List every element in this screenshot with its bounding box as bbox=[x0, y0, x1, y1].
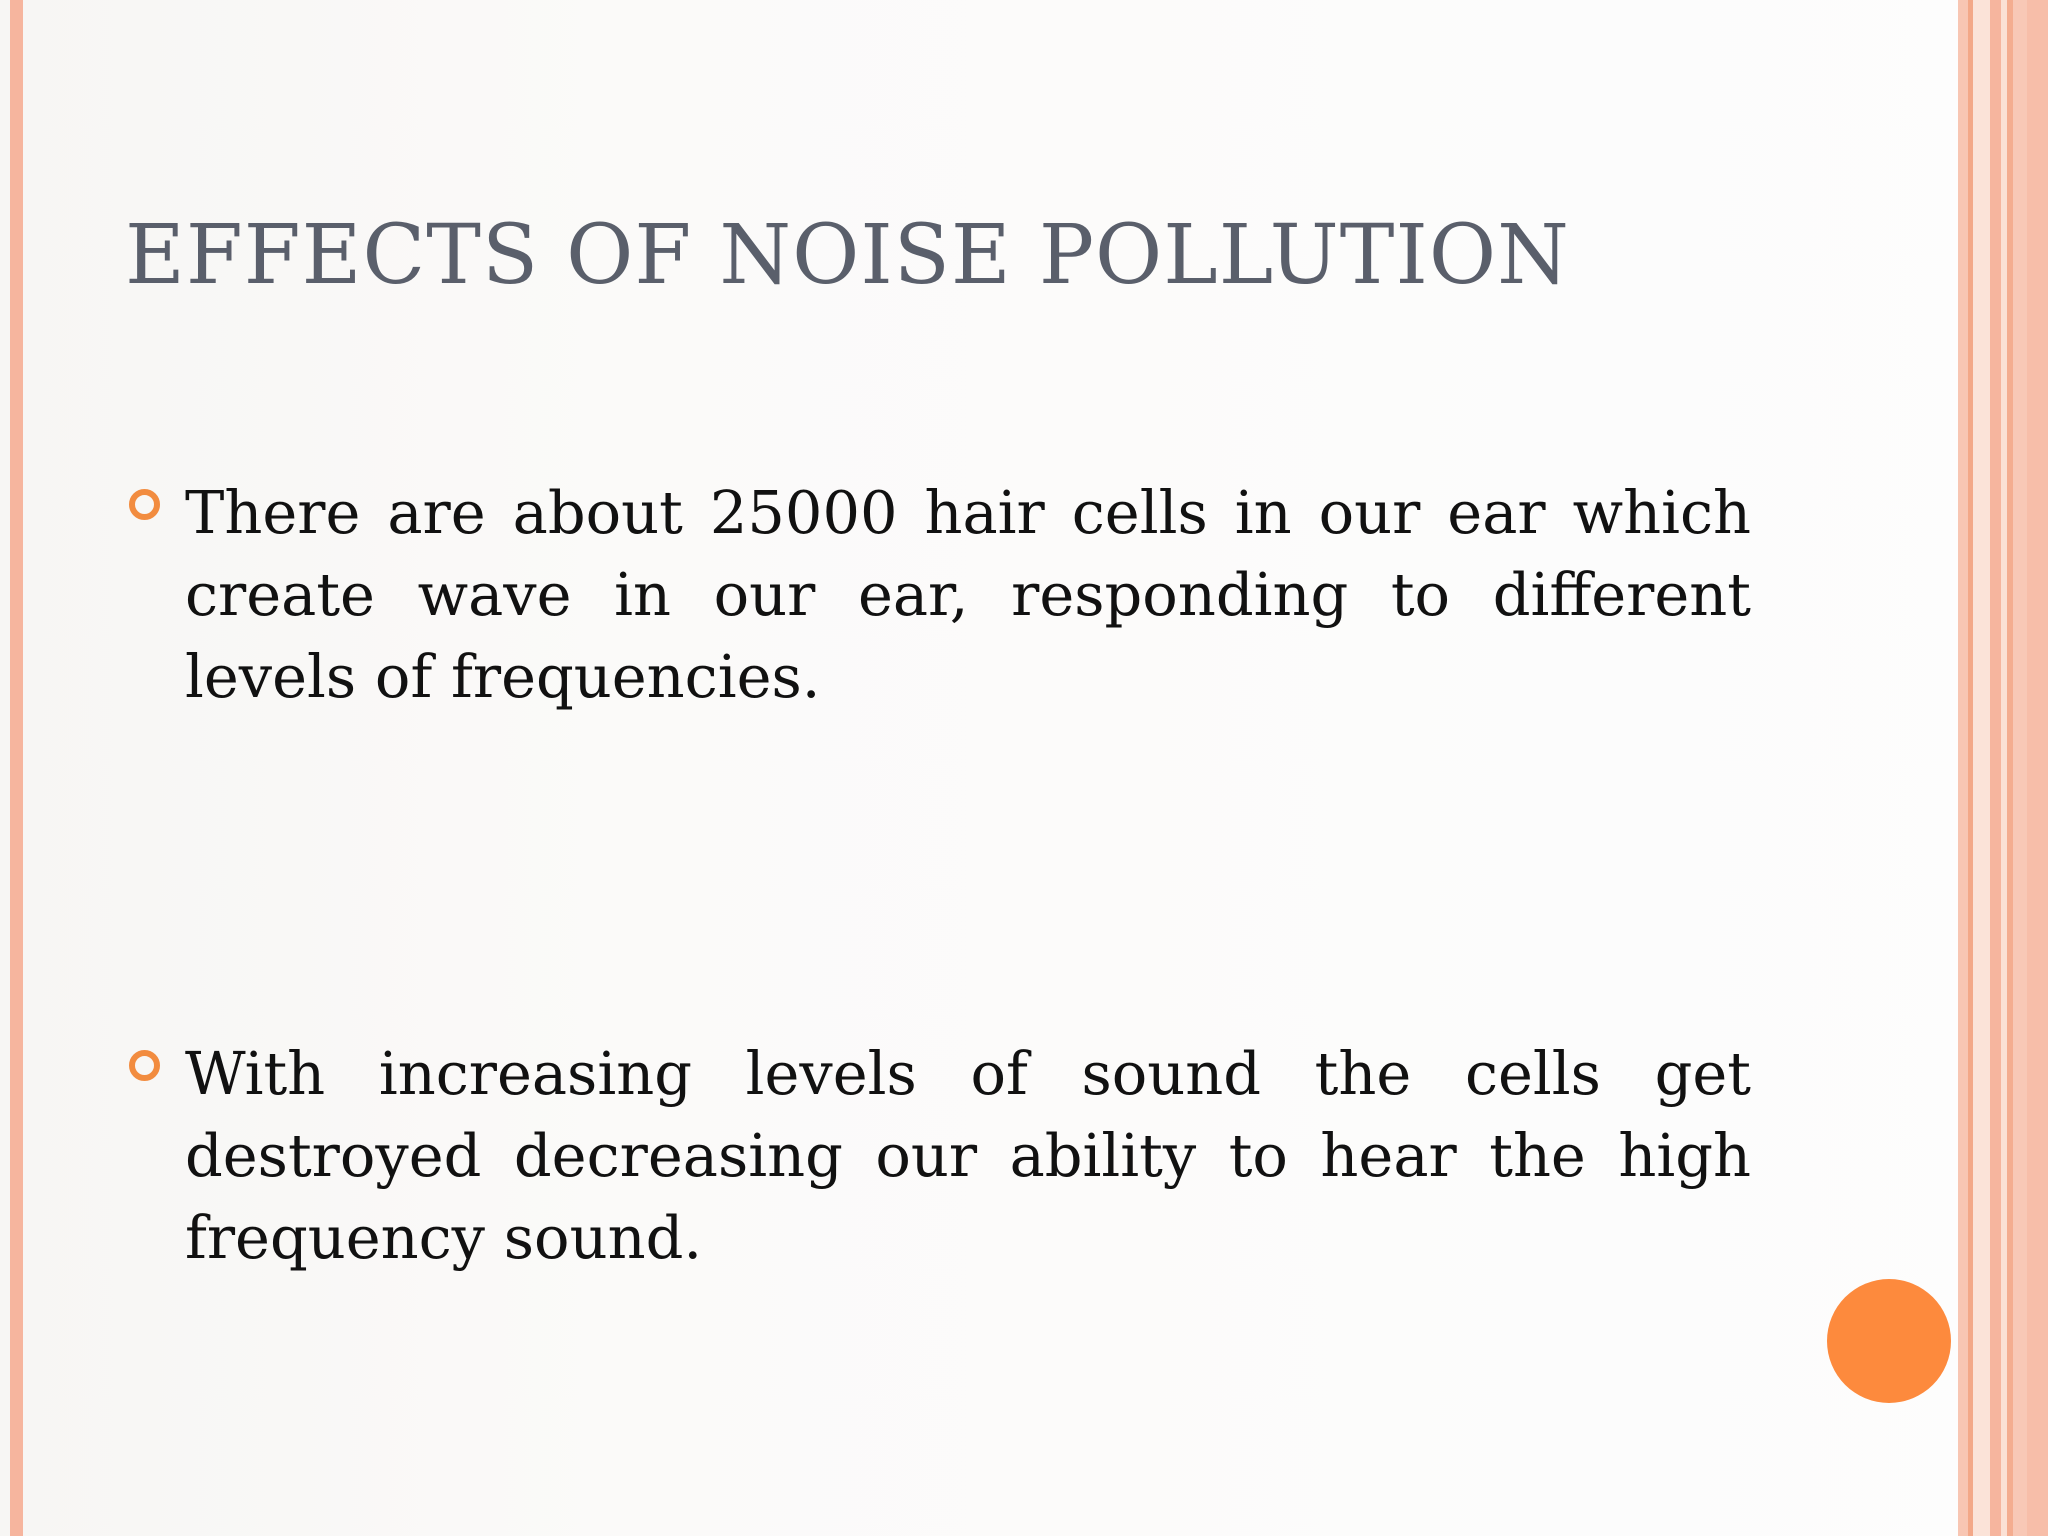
right-stripe bbox=[2027, 0, 2048, 1536]
bullet-item bbox=[126, 472, 1751, 718]
slide-title: EFFECTS OF NOISE POLLUTION bbox=[125, 208, 1570, 303]
bullet-text: There are about 25000 hair cells in our ear which create wave in our ear, responding to different levels of frequencies. bbox=[185, 478, 1751, 711]
left-border-stripe bbox=[10, 0, 23, 1536]
right-stripe bbox=[1990, 0, 2001, 1536]
right-border-stripes bbox=[1958, 0, 2048, 1536]
bullet-list bbox=[126, 472, 1751, 1279]
hollow-circle-icon bbox=[129, 1050, 160, 1081]
right-stripe bbox=[1958, 0, 1968, 1536]
right-stripe bbox=[1973, 0, 1990, 1536]
right-stripe bbox=[2013, 0, 2027, 1536]
hollow-circle-icon bbox=[129, 489, 160, 520]
bullet-text: With increasing levels of sound the cells get destroyed decreasing our ability to hear the high frequency sound. bbox=[185, 1039, 1751, 1272]
bullet-item bbox=[126, 1033, 1751, 1279]
filled-circle-icon bbox=[1827, 1279, 1951, 1403]
